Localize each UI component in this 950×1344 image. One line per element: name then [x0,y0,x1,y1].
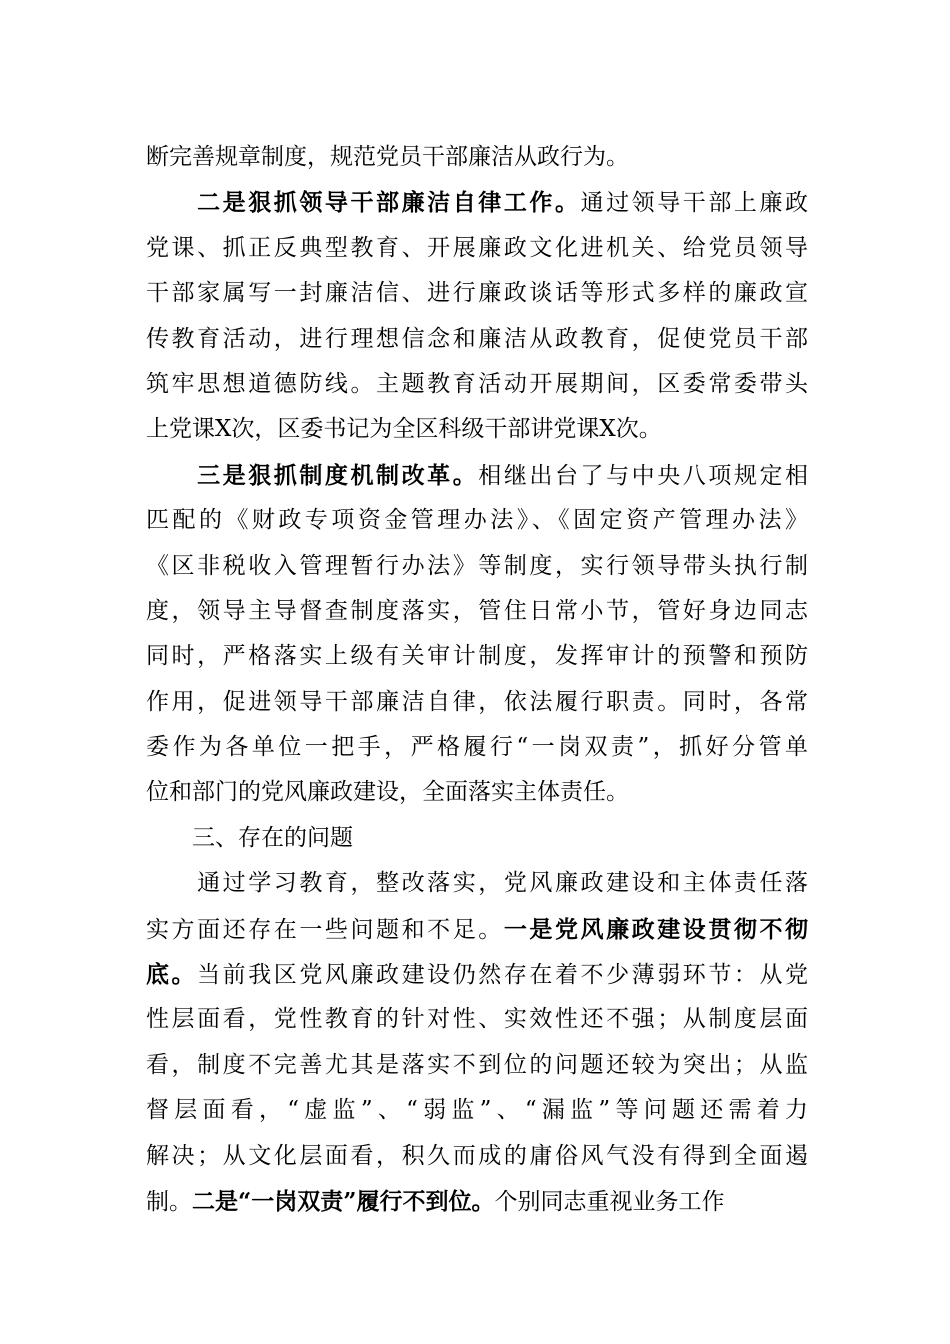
text-run: 督层面看，“虚监”、“弱监”、“漏监”等问题还需着力 [146,1097,808,1124]
text-line [146,634,808,679]
text-line [146,180,808,225]
text-run: 相继出台了与中央八项规定相 [478,462,809,489]
text-run: 传教育活动，进行理想信念和廉洁从政教育，促使党员干部 [146,325,808,352]
text-run: 上党课X次，区委书记为全区科级干部讲党课X次。 [146,416,662,443]
text-line [146,952,808,997]
text-line [146,544,808,589]
text-run: 实方面还存在一些问题和不足。 [146,916,504,943]
text-run: 通过学习教育，整改落实，党风廉政建设和主体责任落 [146,870,808,897]
text-line [146,997,808,1042]
text-run: 位和部门的党风廉政建设，全面落实主体责任。 [146,779,629,806]
text-run: 当前我区党风廉政建设仍然存在着不少薄弱环节：从党 [197,962,809,989]
text-line [146,770,808,815]
text-run: 制。 [146,1188,192,1215]
text-run: 党课、抓正反典型教育、开展廉政文化进机关、给党员领导 [146,234,808,261]
text-run: 个别同志重视业务工作 [494,1188,725,1215]
text-run: 断完善规章制度，规范党员干部廉洁从政行为。 [146,144,629,170]
text-line [146,135,808,180]
text-line [146,1179,808,1224]
text-line [146,725,808,770]
bold-text-run: 二是狠抓领导干部廉洁自律工作。 [197,189,581,217]
document-page [146,135,808,1224]
text-run: 度，领导主导督查制度落实，管住日常小节，管好身边同志 [146,597,808,624]
text-line [146,680,808,725]
text-run: 三、存在的问题 [146,824,353,851]
text-run: 性层面看，党性教育的针对性、实效性还不强；从制度层面 [146,1006,808,1033]
text-line [146,589,808,634]
text-line [146,1088,808,1133]
text-run [146,463,197,489]
text-run: 《区非税收入管理暂行办法》等制度，实行领导带头执行制 [146,552,808,579]
text-line [146,362,808,407]
bold-text-run: 一是党风廉政建设贯彻不彻 [503,915,809,943]
text-line [146,907,808,952]
bold-text-run: 底。 [146,961,198,989]
text-run: 委作为各单位一把手，严格履行“一岗双责”，抓好分管单 [146,734,808,761]
text-line [146,498,808,543]
text-run [146,190,197,216]
text-line [146,271,808,316]
text-run: 通过领导干部上廉政 [580,190,809,217]
bold-text-run: 三是狠抓制度机制改革。 [197,461,479,489]
text-run: 作用，促进领导干部廉洁自律，依法履行职责。同时，各常 [146,688,808,715]
bold-text-run: 二是“一岗双责”履行不到位。 [192,1187,495,1215]
text-line [146,861,808,906]
text-line [146,453,808,498]
text-line [146,1134,808,1179]
text-run: 干部家属写一封廉洁信、进行廉政谈话等形式多样的廉政宣 [146,280,808,307]
text-run: 匹配的《财政专项资金管理办法》、《固定资产管理办法》 [146,507,808,534]
text-run: 看，制度不完善尤其是落实不到位的问题还较为突出；从监 [146,1051,808,1078]
text-run: 筑牢思想道德防线。主题教育活动开展期间，区委常委带头 [146,370,808,397]
text-run: 解决；从文化层面看，积久而成的庸俗风气没有得到全面遏 [146,1142,808,1169]
text-line [146,816,808,861]
text-line [146,226,808,271]
text-line [146,407,808,452]
text-line [146,1043,808,1088]
text-line [146,317,808,362]
text-run: 同时，严格落实上级有关审计制度，发挥审计的预警和预防 [146,643,808,670]
